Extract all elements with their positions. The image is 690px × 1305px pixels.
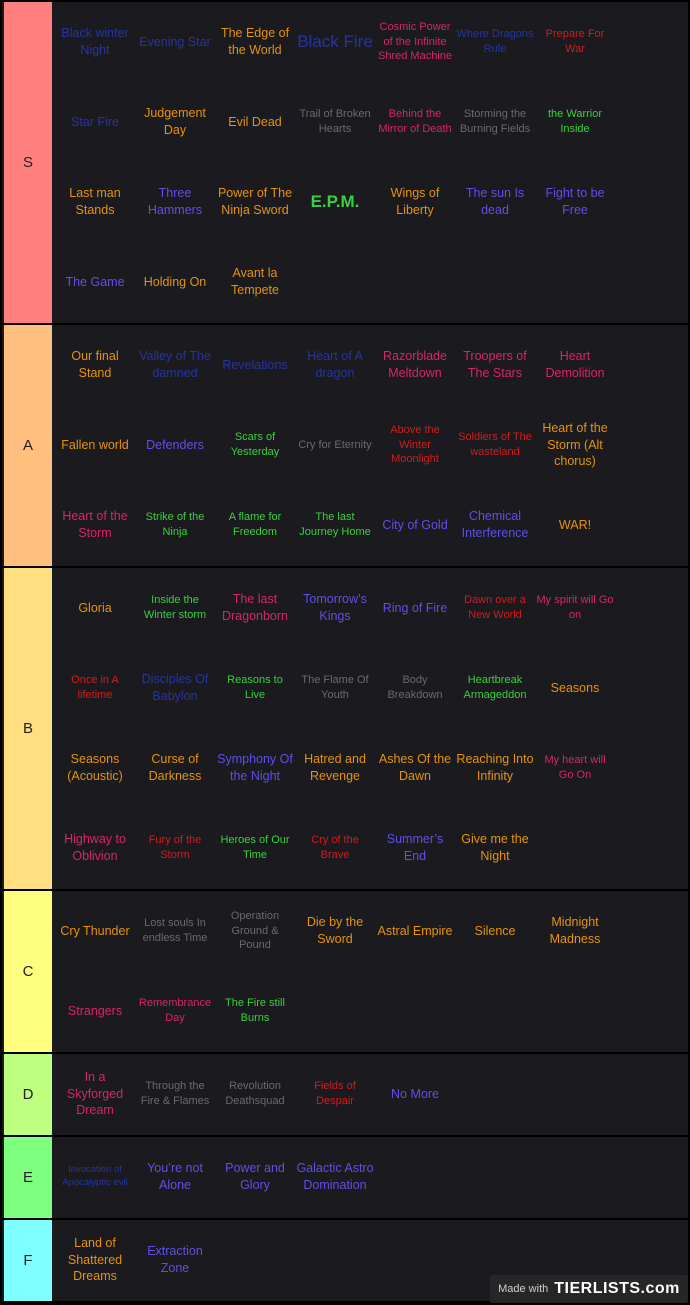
tier-item[interactable]: Lost souls In endless Time [142, 917, 208, 944]
tier-item[interactable]: Three Hammers [147, 186, 203, 217]
tier-items [55, 2, 688, 323]
tier-item[interactable]: the Warrior Inside [548, 108, 602, 135]
tier-item[interactable]: Symphony Of the Night [217, 752, 293, 783]
tier-label-e[interactable]: E [4, 1137, 52, 1218]
tier-item[interactable]: Last man Stands [69, 186, 121, 217]
tier-item[interactable]: Heartbreak Armageddon [463, 674, 527, 701]
tier-item[interactable]: Black winter Night [61, 26, 129, 57]
tier-item[interactable]: A flame for Freedom [228, 511, 282, 538]
tier-item[interactable]: No More [391, 1086, 439, 1101]
tier-item[interactable]: Through the Fire & Flames [140, 1080, 210, 1107]
tier-item[interactable]: Star Fire [71, 114, 119, 129]
tier-item[interactable]: Give me the Night [461, 832, 529, 863]
tier-item[interactable]: Defenders [146, 437, 204, 452]
tier-item[interactable]: Behind the Mirror of Death [378, 108, 452, 135]
tier-item[interactable]: Heroes of Our Time [220, 834, 290, 861]
tier-label-d[interactable]: D [4, 1054, 52, 1135]
tier-item[interactable]: Scars of Yesterday [230, 431, 280, 458]
tier-item[interactable]: Reasons to Live [227, 674, 283, 701]
tier-item[interactable]: Strike of the Ninja [145, 511, 205, 538]
tier-item[interactable]: Revolution Deathsquad [225, 1080, 285, 1107]
tier-row-d [2, 1054, 688, 1135]
tier-item[interactable]: The Flame Of Youth [301, 674, 369, 701]
tier-item[interactable]: Once in A lifetime [71, 674, 119, 701]
tier-item[interactable]: Seasons [550, 680, 600, 695]
tier-item[interactable]: Inside the Winter storm [143, 594, 207, 621]
tier-item[interactable]: Cosmic Power of the Infinite Shred Machine [378, 20, 452, 63]
tier-item[interactable]: Tomorrow’s Kings [303, 592, 367, 623]
tier-items [55, 1054, 688, 1135]
tier-item[interactable]: Ashes Of the Dawn [378, 752, 452, 783]
tier-items [55, 325, 688, 566]
tier-row-c [2, 891, 688, 1052]
tier-item[interactable]: Above the Winter Moonlight [390, 423, 440, 466]
tier-label-b[interactable]: B [4, 568, 52, 889]
tier-row-e [2, 1137, 688, 1218]
tier-item[interactable]: Die by the Sword [306, 915, 364, 946]
tier-item[interactable]: Seasons (Acoustic) [67, 752, 123, 783]
tier-item[interactable]: Extraction Zone [147, 1244, 203, 1275]
tier-item[interactable]: My spirit will Go on [536, 594, 614, 621]
tier-item[interactable]: Our final Stand [71, 349, 119, 380]
tier-item[interactable]: Soldiers of The wasteland [458, 431, 532, 458]
tier-label-a[interactable]: A [4, 325, 52, 566]
tier-items [55, 891, 688, 1052]
tier-item[interactable]: Prepare For War [545, 28, 605, 55]
tier-item[interactable]: Avant la Tempete [231, 266, 279, 297]
tier-item[interactable]: Heart of the Storm [62, 509, 128, 540]
tier-item[interactable]: Operation Ground & Pound [230, 909, 280, 952]
tier-item[interactable]: Troopers of The Stars [463, 349, 527, 380]
tier-item[interactable]: Cry for Eternity [298, 438, 372, 451]
tier-item[interactable]: Fight to be Free [545, 186, 605, 217]
tier-label-c[interactable]: C [4, 891, 52, 1052]
tier-item[interactable]: You’re not Alone [147, 1161, 203, 1192]
tier-item[interactable]: Valley of The damned [139, 349, 211, 380]
tier-row-s [2, 2, 688, 323]
tier-item[interactable]: Heart of A dragon [307, 349, 363, 380]
tier-item[interactable]: Storming the Burning Fields [459, 108, 531, 135]
tier-item[interactable]: Fallen world [61, 437, 129, 452]
tier-item[interactable]: My heart will Go On [544, 754, 606, 781]
tier-item[interactable]: Gloria [78, 600, 112, 615]
watermark-brand-logo: TIERLISTS.com [554, 1280, 680, 1297]
tier-item[interactable]: Chemical Interference [461, 509, 529, 540]
tier-item[interactable]: Land of Shattered Dreams [67, 1235, 123, 1284]
tier-item[interactable]: Silence [474, 923, 516, 938]
tier-item[interactable]: The Game [65, 274, 125, 289]
tier-item[interactable]: Power of The Ninja Sword [217, 186, 293, 217]
tier-label-s[interactable]: S [4, 2, 52, 323]
tier-item[interactable]: Fields of Despair [314, 1080, 356, 1107]
tier-item[interactable]: Summer’s End [386, 832, 444, 863]
tier-item[interactable]: Evil Dead [228, 114, 282, 129]
tier-item[interactable]: E.P.M. [310, 191, 360, 211]
tier-item[interactable]: Dawn over a New World [464, 594, 526, 621]
tier-item[interactable]: Body Breakdown [387, 674, 443, 701]
tier-item[interactable]: Cry Thunder [60, 923, 130, 938]
tier-item[interactable]: Midnight Madness [549, 915, 601, 946]
tier-item[interactable]: Disciples Of Babylon [141, 672, 209, 703]
tier-item[interactable]: Astral Empire [377, 923, 453, 938]
tier-item[interactable]: Galactic Astro Domination [296, 1161, 374, 1192]
tier-row-b [2, 568, 688, 889]
tier-item[interactable]: Revelations [222, 357, 288, 372]
tier-item[interactable]: In a Skyforged Dream [66, 1069, 124, 1118]
tier-item[interactable]: Cry of the Brave [311, 834, 359, 861]
tier-item[interactable]: Heart of the Storm (Alt chorus) [542, 420, 608, 469]
watermark[interactable] [490, 1275, 688, 1303]
tier-item[interactable]: Curse of Darkness [148, 752, 202, 783]
tier-item[interactable]: Invocation of Apocalyptic evil [62, 1164, 128, 1188]
tier-item[interactable]: WAR! [558, 517, 592, 532]
tier-item[interactable]: The Edge of the World [220, 26, 290, 57]
tier-item[interactable]: Wings of Liberty [390, 186, 440, 217]
tier-item[interactable]: Power and Glory [225, 1161, 285, 1192]
watermark-made-with: Made with [498, 1283, 549, 1295]
tier-label-f[interactable]: F [4, 1220, 52, 1301]
tier-item[interactable]: Remembrance Day [138, 997, 212, 1024]
tier-item[interactable]: Holding On [143, 274, 207, 289]
tier-item[interactable]: Ring of Fire [382, 600, 448, 615]
tier-item[interactable]: The last Journey Home [299, 511, 371, 538]
tier-item[interactable]: The last Dragonborn [221, 592, 288, 623]
tier-row-a [2, 325, 688, 566]
tier-item[interactable]: Black Fire [297, 31, 373, 51]
tier-items [55, 568, 688, 889]
tier-item[interactable]: The Fire still Burns [225, 997, 285, 1024]
tier-item[interactable]: Hatred and Revenge [304, 752, 366, 783]
tier-item[interactable]: Evening Star [139, 34, 211, 49]
tier-items [55, 1137, 688, 1218]
tier-item[interactable]: Razorblade Meltdown [383, 349, 447, 380]
tier-item[interactable]: Reaching Into Infinity [456, 752, 534, 783]
tier-item[interactable]: Highway to Oblivion [64, 832, 126, 863]
tier-item[interactable]: Where Dragons Rule [456, 28, 534, 55]
tier-item[interactable]: Fury of the Storm [148, 834, 202, 861]
tier-item[interactable]: The sun Is dead [465, 186, 525, 217]
tier-item[interactable]: City of Gold [382, 517, 448, 532]
tier-item[interactable]: Heart Demolition [545, 349, 605, 380]
tier-item[interactable]: Trail of Broken Hearts [299, 108, 371, 135]
tier-item[interactable]: Strangers [67, 1003, 123, 1018]
tier-item[interactable]: Judgement Day [144, 106, 206, 137]
